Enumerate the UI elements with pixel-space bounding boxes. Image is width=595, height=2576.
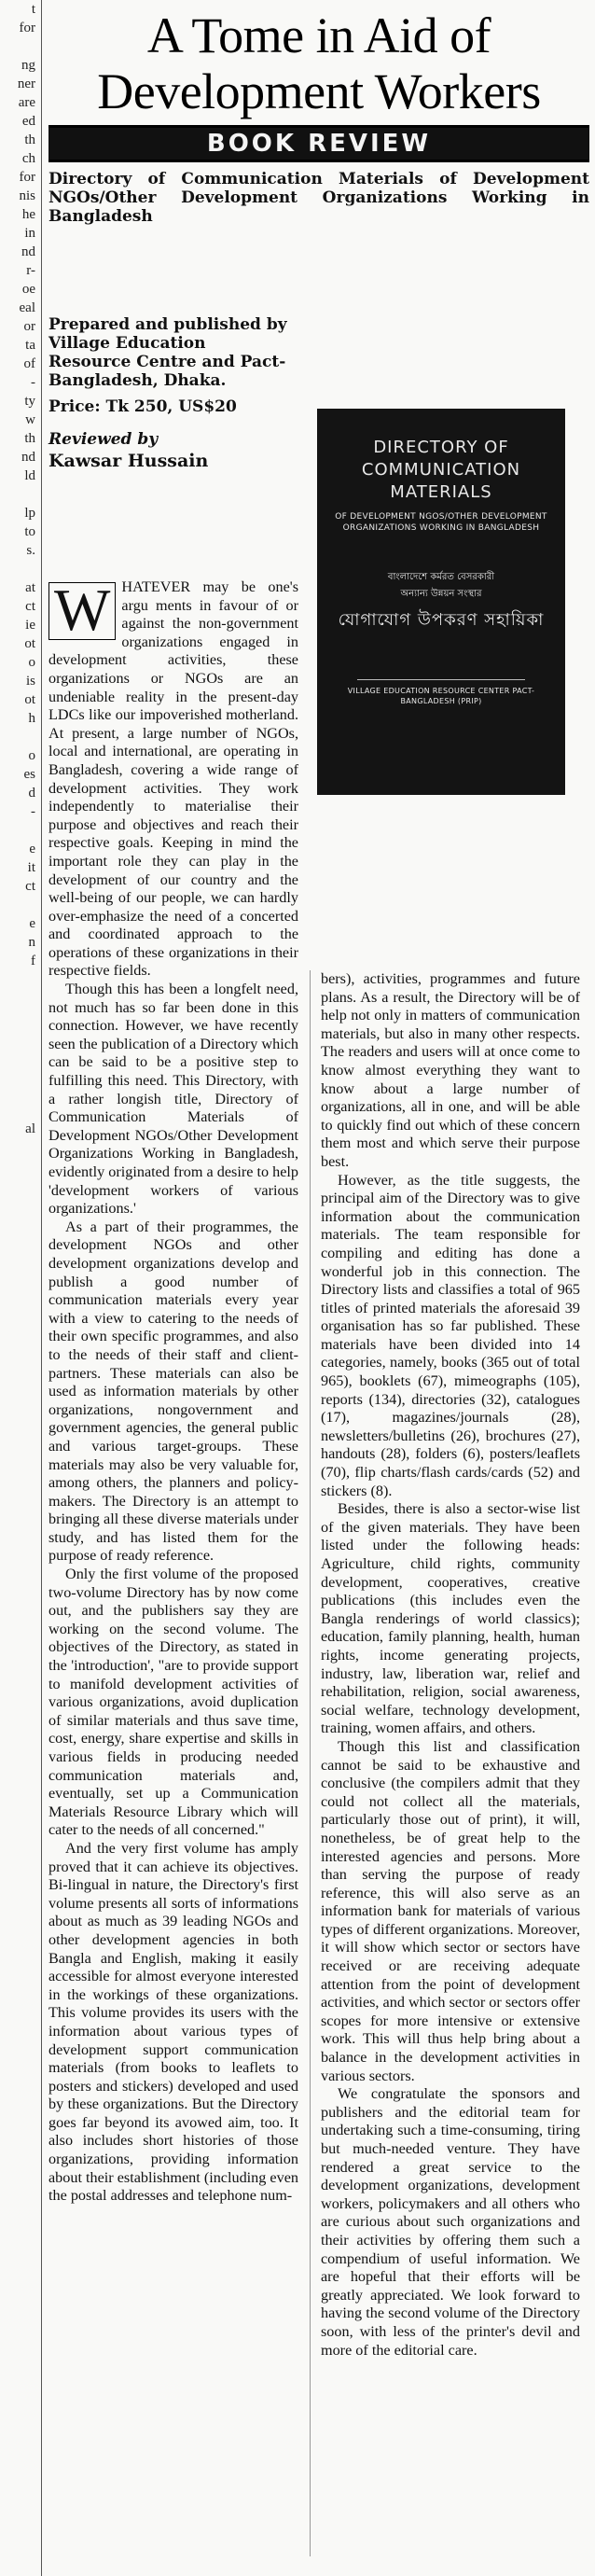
margin-fragment	[0, 1082, 37, 1101]
margin-fragment: n	[28, 935, 35, 950]
margin-fragment: of	[23, 356, 35, 371]
margin-fragment: to	[24, 524, 35, 539]
margin-fragment: eal	[19, 300, 35, 315]
margin-fragment	[0, 1213, 37, 1232]
margin-fragment: ie	[25, 618, 35, 633]
book-title: Directory of Communication Materials of Development NGOs/Other Development Organizations Working in Bangladesh	[48, 170, 589, 226]
margin-fragment: al	[25, 1121, 35, 1136]
margin-fragment: ed	[21, 114, 35, 129]
body-paragraph: HATEVER may be one's argu ments in favour of or against the non-government organizations engaged in development activities, these organizations or NGOs are an undeniable reality in the present-day LDCs like our impoverished motherland. At present, a large number of NGOs, local and international, are operating in Bangladesh, covering a wide range of development activities. They work independently to materialise their purpose and objectives and reach their respective goals. Keeping in mind the important role they can play in the development of our country and the well-being of our people, we can hardly over-emphasize the need of a concerted and coordinated approach to the operations of these organizations in their respective fields.	[48, 578, 298, 980]
cover-bangla-line1: বাংলাদেশে কর্মরত বেসরকারী	[387, 572, 495, 582]
margin-fragment: t	[31, 2, 35, 17]
margin-fragment: o	[28, 655, 35, 670]
margin-fragment: nis	[19, 188, 35, 203]
margin-fragment: ct	[25, 599, 35, 614]
margin-fragment	[0, 37, 37, 56]
margin-fragment: lp	[24, 506, 35, 521]
margin-fragment: e	[29, 916, 35, 931]
margin-fragment: in	[24, 226, 35, 241]
margin-fragment: s.	[26, 543, 35, 558]
cover-publisher: VILLAGE EDUCATION RESOURCE CENTER PACT-BANGLADESH (PRIP)	[347, 687, 535, 705]
margin-fragment	[0, 1064, 37, 1082]
margin-fragment	[0, 728, 37, 746]
book-review-article	[48, 7, 589, 2569]
margin-fragment	[0, 485, 37, 504]
price: Price: Tk 250, US$20	[48, 397, 237, 416]
margin-fragment	[0, 1176, 37, 1194]
cover-title: DIRECTORY OF COMMUNICATION MATERIALS	[361, 438, 521, 502]
book-details	[48, 315, 289, 483]
margin-fragment: th	[24, 132, 35, 147]
margin-fragment: h	[28, 711, 35, 726]
margin-fragment: ld	[24, 468, 35, 483]
margin-fragment	[0, 1026, 37, 1045]
margin-fragment: -	[31, 375, 35, 390]
margin-fragment: f	[31, 954, 35, 968]
column-rule	[41, 0, 42, 2576]
margin-fragment	[0, 989, 37, 1008]
dropcap: W	[48, 582, 116, 640]
margin-fragment: d	[28, 786, 35, 801]
body-column-left	[48, 578, 298, 2206]
publisher-line: Prepared and published by Village Education Resource Centre and Pact-Bangladesh, Dhaka.	[48, 315, 287, 390]
margin-fragment	[0, 560, 37, 578]
margin-fragment: ner	[17, 77, 35, 91]
margin-fragment: w	[25, 412, 35, 427]
body-paragraph: bers), activities, programmes and future plans. As a result, the Directory will be of help not only in matters of communication materials, but also in many other respects. The readers and users will at once come to know almost everything they want to know about a large number of organizations, all in one, and will be able to quickly find out which of these concern them most and which serve their purpose best.	[321, 970, 580, 1170]
section-banner: BOOK REVIEW	[48, 125, 589, 162]
reviewed-by-label: Reviewed by	[48, 430, 159, 449]
margin-fragment: ot	[24, 692, 35, 707]
cover-bangla-line2: অন্যান্য উন্নয়ন সংস্থার	[400, 589, 482, 599]
headline: A Tome in Aid of Development Workers	[97, 7, 541, 119]
body-paragraph: However, as the title suggests, the principal aim of the Directory was to give information about the communication materials. The team responsible for compiling and editing has done a wonderful job in this connection. The Directory lists and classifies a total of 965 titles of printed materials the aforesaid 39 organisation has so far published. These materials have been divided into 14 categories, namely, books (365 out of total 965), booklets (67), mimeographs (105), reports (134), directories (32), catalogues (17), magazines/journals (28), newsletters/bulletins (26), brochures (27), handouts (28), folders (6), posters/leaflets (70), flip charts/flash cards/cards (52) and stickers (8).	[321, 1171, 580, 1499]
margin-fragment	[0, 1101, 37, 1120]
body-paragraph: Only the first volume of the proposed two-volume Directory has by now come out, and the publishers say they are working on the second volume. The objectives of the Directory, as stated in the 'introduction', "are to provide support to manifold development activities of various organizations, avoid duplication of similar materials and thus save time, cost, energy, share expertise and skills in various fields in producing needed communication materials and, eventually, set up a Communication Materials Resource Library which will cater to the needs of all concerned."	[48, 1566, 298, 1839]
margin-fragment: th	[24, 431, 35, 446]
margin-fragment	[0, 1045, 37, 1064]
margin-fragment: are	[18, 95, 35, 110]
margin-fragment: e	[29, 842, 35, 856]
cover-rule	[357, 679, 525, 680]
margin-fragment: ot	[24, 636, 35, 651]
column-divider	[310, 970, 311, 2556]
cover-subtitle: OF DEVELOPMENT NGOS/OTHER DEVELOPMENT ORGANIZATIONS WORKING IN BANGLADESH	[335, 512, 547, 533]
margin-fragment	[0, 1138, 37, 1157]
margin-fragment: ng	[21, 58, 35, 73]
margin-fragment: nd	[21, 244, 35, 259]
margin-fragment: he	[21, 207, 35, 222]
margin-fragment: o	[28, 748, 35, 763]
margin-fragment: r-	[26, 263, 35, 278]
margin-fragment: ta	[25, 338, 35, 353]
body-paragraph: Though this list and classification cannot be said to be exhaustive and conclusive (the compilers admit that they could not collect all the materials, particularly those out of print), it will, nonetheless, be of great help to the interested agencies and persons. More than serving the purpose of ready reference, this will also serve as an information bank for materials of various types of different organizations. Moreover, it will show which sector or sectors have received or are receiving adequate attention from the point of development activities, and which sector or sectors offer scopes for more intensive or extensive work. This will thus help bring about a balance in the development activities in various sectors.	[321, 1737, 580, 2084]
reviewer-name: Kawsar Hussain	[48, 451, 209, 471]
margin-fragment: es	[23, 767, 35, 782]
margin-fragment	[0, 1008, 37, 1026]
margin-fragment: at	[25, 580, 35, 595]
margin-fragment: ch	[21, 151, 35, 166]
book-cover-image	[317, 409, 565, 795]
margin-fragment: or	[23, 319, 35, 334]
margin-fragment: for	[19, 170, 35, 185]
body-paragraph: Though this has been a longfelt need, not much has so far been done in this connection. However, we have recently seen the publication of a Directory which can be said to be a positive step to fulfilling this need. This Directory, with a rather longish title, Directory of Communication Materials of Development NGOs/Other Development Organizations Working in Bangladesh, evidently originated from a desire to help 'development workers of various organizations.'	[48, 981, 298, 1218]
margin-fragment	[0, 970, 37, 989]
margin-fragment: -	[31, 804, 35, 819]
body-paragraph: Besides, there is also a sector-wise list of the given materials. They have been listed under the following heads: Agriculture, child rights, community development, cooperatives, creative publications (this includes even the Bangla renderings of world classics); education, family planning, health, human rights, income generating projects, industry, law, liberation war, relief and rehabilitation, religion, social awareness, social welfare, technology development, training, women affairs, and others.	[321, 1500, 580, 1737]
body-paragraph: We congratulate the sponsors and publishers and the editorial team for undertaking such a time-consuming, tiring but much-needed venture. They have rendered a great service to the development organizations, development workers, policymakers and all others who are curious about such organizations and their activities by offering them such a compendium of useful information. We are hopeful that their efforts will be greatly appreciated. We look forward to having the second volume of the Directory soon, with less of the printer's devil and more of the editorial care.	[321, 2085, 580, 2359]
body-paragraph: As a part of their programmes, the development NGOs and other development organizations develop and publish a good number of communication materials every year with a view to catering to the needs of their own specific programmes, and also to the needs of their staff and client-partners. These materials can also be used as information materials by other organizations, nongovernment and government agencies, the general public and various target-groups. These materials may also be very valuable for, among others, the planners and policy-makers. The Directory is an attempt to bringing all these diverse materials under study, and has listed them for the purpose of ready reference.	[48, 1218, 298, 1565]
margin-fragment	[0, 821, 37, 840]
margin-fragment: ty	[24, 394, 35, 409]
margin-fragment: for	[19, 21, 35, 35]
adjacent-article-clipped	[0, 0, 37, 2576]
margin-fragment	[0, 896, 37, 914]
margin-fragment: oe	[21, 282, 35, 297]
cover-bangla-title: যোগাযোগ উপকরণ সহায়িকা	[338, 610, 545, 630]
margin-fragment	[0, 1194, 37, 1213]
margin-fragment: is	[25, 674, 35, 689]
margin-fragment: it	[27, 860, 35, 875]
body-paragraph: And the very first volume has amply proved that it can achieve its objectives. Bi-lingual in nature, the Directory's first volume presents all sorts of informations about as much as 39 leading NGOs and other development agencies in both Bangla and English, making it easily accessible for almost everyone interested in the workings of these organizations. This volume provides its users with the information about various types of development support communication materials (from books to leaflets to posters and stickers) developed and used by these organizations. But the Directory goes far beyond its avowed aim, too. It also includes short histories of those organizations, providing information about their establishment (including even the postal addresses and telephone num-	[48, 1839, 298, 2205]
margin-fragment	[0, 1157, 37, 1176]
body-column-right	[321, 970, 580, 2360]
margin-fragment: ct	[25, 879, 35, 894]
margin-fragment: nd	[21, 450, 35, 465]
